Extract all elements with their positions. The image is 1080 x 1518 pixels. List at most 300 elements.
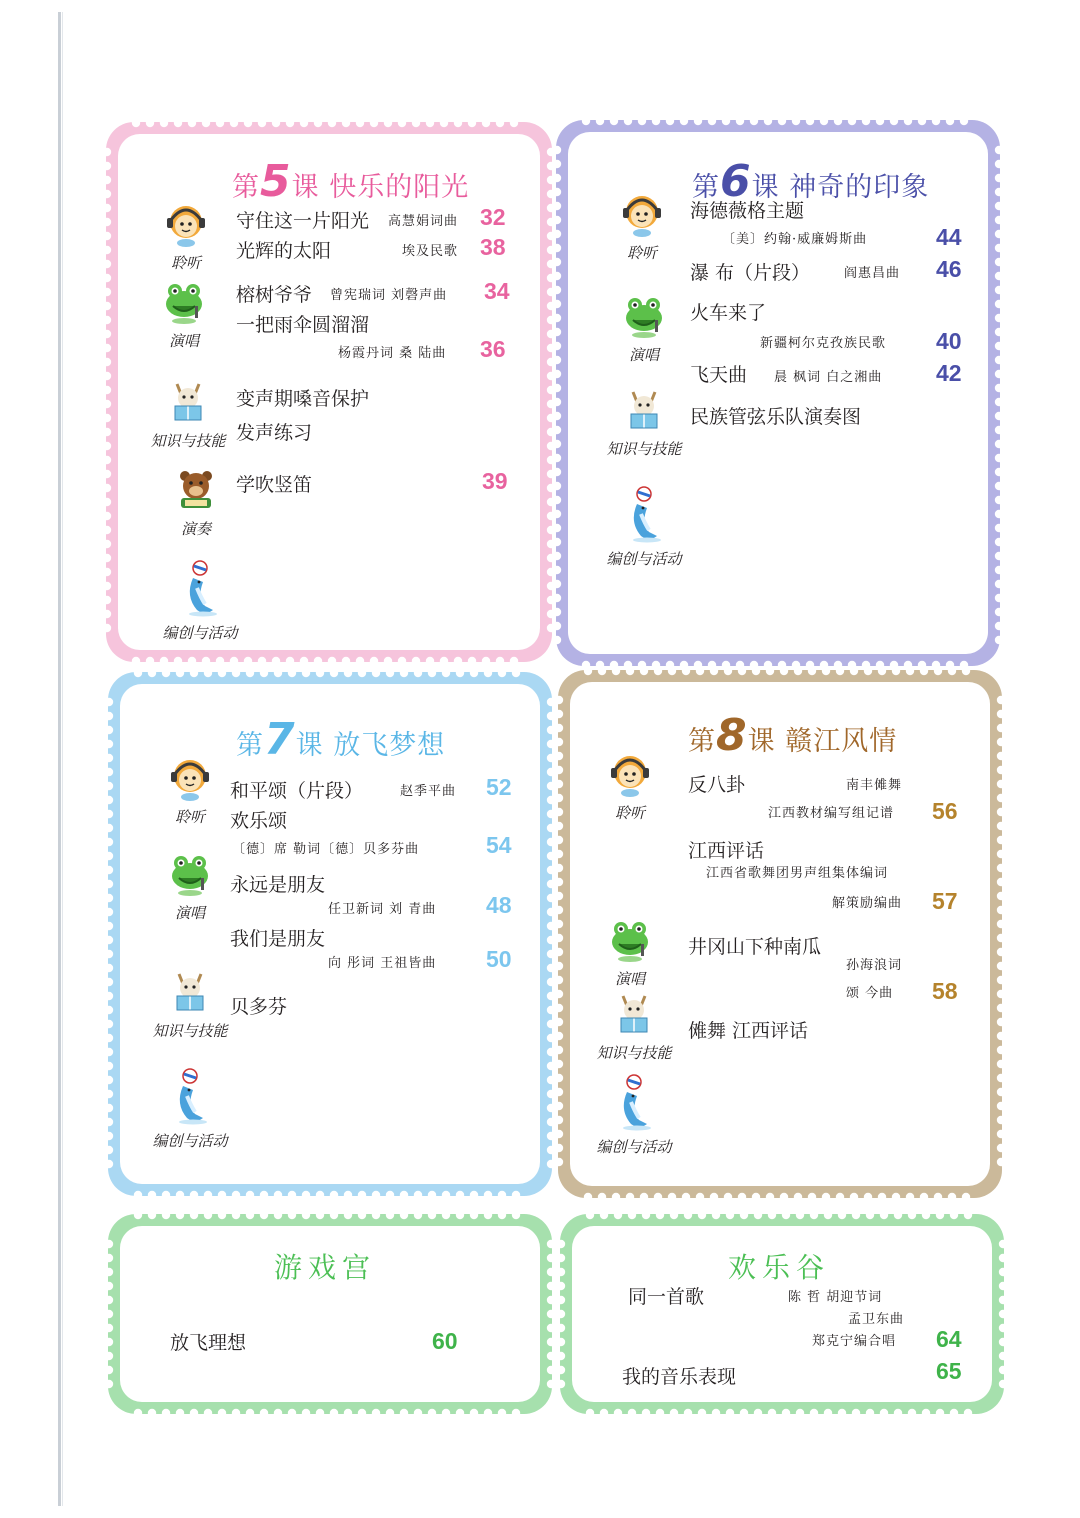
- stamp-perforation: [766, 1193, 774, 1198]
- joy-item-title[interactable]: 同一首歌: [628, 1286, 705, 1308]
- stamp-perforation: [558, 906, 563, 914]
- monkey-headphones-icon: [165, 752, 215, 802]
- stamp-perforation: [162, 672, 170, 677]
- stamp-perforation: [108, 1160, 113, 1168]
- stamp-perforation: [614, 1409, 622, 1414]
- joy-item-credit-2: 孟卫东曲: [848, 1312, 905, 1327]
- stamp-perforation: [547, 992, 552, 1000]
- stamp-perforation: [600, 1409, 608, 1414]
- stamp-perforation: [995, 622, 1000, 630]
- lesson7-item-title[interactable]: 永远是朋友: [230, 874, 326, 896]
- stamp-perforation: [106, 316, 111, 324]
- stamp-perforation: [878, 1193, 886, 1198]
- lesson6-item-page[interactable]: 40: [936, 328, 962, 354]
- stamp-perforation: [598, 1193, 606, 1198]
- lesson5-title: [232, 156, 469, 207]
- lesson8-item-page[interactable]: 57: [932, 888, 958, 914]
- book-spine-edge: [62, 12, 63, 1506]
- stamp-perforation: [202, 657, 210, 662]
- stamp-perforation: [880, 1409, 888, 1414]
- joy-item-credit: 陈 哲 胡迎节词: [788, 1290, 883, 1305]
- stamp-perforation: [560, 1338, 565, 1346]
- stamp-perforation: [558, 920, 563, 928]
- dolphin-ball-icon: [609, 1072, 659, 1132]
- stamp-perforation: [386, 1191, 394, 1196]
- stamp-perforation: [106, 204, 111, 212]
- category-label: 聆听: [170, 254, 201, 272]
- stamp-perforation: [848, 661, 856, 666]
- lesson7-item-page[interactable]: 50: [486, 946, 512, 972]
- stamp-perforation: [556, 524, 561, 532]
- stamp-perforation: [106, 246, 111, 254]
- category-label: 编创与活动: [596, 1138, 672, 1156]
- stamp-perforation: [512, 1191, 520, 1196]
- stamp-perforation: [202, 122, 210, 127]
- stamp-perforation: [946, 661, 954, 666]
- stamp-perforation: [547, 1240, 552, 1248]
- lesson5-item-title[interactable]: 光辉的太阳: [236, 240, 332, 262]
- lesson6-item-title[interactable]: 飞天曲: [690, 364, 748, 386]
- stamp-perforation: [782, 1409, 790, 1414]
- stamp-perforation: [108, 1380, 113, 1388]
- stamp-perforation: [302, 1214, 310, 1219]
- stamp-perforation: [108, 1146, 113, 1154]
- joy-item-page[interactable]: 65: [936, 1358, 962, 1384]
- stamp-perforation: [834, 661, 842, 666]
- stamp-perforation: [547, 1076, 552, 1084]
- stamp-perforation: [995, 230, 1000, 238]
- stamp-perforation: [547, 1132, 552, 1140]
- stamp-perforation: [768, 1214, 776, 1219]
- lesson6-item-title[interactable]: 火车来了: [690, 302, 767, 324]
- stamp-perforation: [230, 657, 238, 662]
- stamp-perforation: [862, 120, 870, 125]
- stamp-perforation: [997, 794, 1002, 802]
- stamp-perforation: [810, 1409, 818, 1414]
- lesson7-item-title[interactable]: 和平颂（片段）: [230, 780, 364, 802]
- stamp-perforation: [995, 314, 1000, 322]
- stamp-perforation: [995, 244, 1000, 252]
- stamp-perforation: [736, 661, 744, 666]
- goat-reading-icon: [609, 988, 659, 1038]
- stamp-perforation: [922, 1409, 930, 1414]
- lesson6-item-page[interactable]: 42: [936, 360, 962, 386]
- lesson8-listen-category: [582, 748, 678, 823]
- stamp-perforation: [999, 1324, 1004, 1332]
- stamp-perforation: [547, 698, 552, 706]
- stamp-perforation: [586, 1409, 594, 1414]
- lesson6-create-category: [596, 484, 692, 569]
- lesson5-item-page[interactable]: 34: [484, 278, 510, 304]
- stamp-perforation: [995, 608, 1000, 616]
- lesson8-item-credit-2: 颂 今曲: [846, 986, 894, 1001]
- stamp-perforation: [512, 1409, 520, 1414]
- lesson8-item-credit: 孙海浪词: [846, 958, 903, 973]
- stamp-perforation: [547, 288, 552, 296]
- stamp-perforation: [190, 1191, 198, 1196]
- lesson5-item-title[interactable]: 守住这一片阳光: [236, 210, 370, 232]
- lesson6-number: 6: [720, 156, 752, 207]
- stamp-perforation: [586, 1214, 594, 1219]
- stamp-perforation: [106, 428, 111, 436]
- stamp-perforation: [108, 1076, 113, 1084]
- stamp-perforation: [547, 838, 552, 846]
- stamp-perforation: [442, 1214, 450, 1219]
- stamp-perforation: [188, 122, 196, 127]
- stamp-perforation: [316, 1409, 324, 1414]
- lesson8-card: [558, 670, 1002, 1198]
- lesson7-item-page[interactable]: 48: [486, 892, 512, 918]
- stamp-perforation: [302, 1191, 310, 1196]
- stamp-perforation: [995, 216, 1000, 224]
- stamp-perforation: [108, 1020, 113, 1028]
- stamp-perforation: [547, 922, 552, 930]
- stamp-perforation: [288, 1214, 296, 1219]
- stamp-perforation: [558, 948, 563, 956]
- lesson6-item-title[interactable]: 民族管弦乐队演奏图: [690, 406, 862, 428]
- stamp-perforation: [108, 992, 113, 1000]
- stamp-perforation: [547, 1310, 552, 1318]
- stamp-perforation: [370, 657, 378, 662]
- stamp-perforation: [496, 122, 504, 127]
- frog-singer-icon: [619, 290, 669, 340]
- stamp-perforation: [864, 1193, 872, 1198]
- stamp-perforation: [960, 661, 968, 666]
- stamp-perforation: [558, 822, 563, 830]
- goat-reading-icon: [163, 376, 213, 426]
- stamp-perforation: [510, 122, 518, 127]
- frog-singer-icon: [159, 276, 209, 326]
- stamp-perforation: [314, 657, 322, 662]
- category-label: 聆听: [614, 804, 645, 822]
- stamp-perforation: [440, 657, 448, 662]
- stamp-perforation: [456, 672, 464, 677]
- dolphin-ball-icon: [175, 558, 225, 618]
- stamp-perforation: [174, 657, 182, 662]
- joy-item-title[interactable]: 我的音乐表现: [622, 1366, 737, 1388]
- lesson7-item-page[interactable]: 54: [486, 832, 512, 858]
- stamp-perforation: [752, 1193, 760, 1198]
- stamp-perforation: [547, 302, 552, 310]
- stamp-perforation: [106, 358, 111, 366]
- stamp-perforation: [560, 1380, 565, 1388]
- stamp-perforation: [866, 1214, 874, 1219]
- stamp-perforation: [146, 657, 154, 662]
- stamp-perforation: [108, 922, 113, 930]
- stamp-perforation: [356, 657, 364, 662]
- stamp-perforation: [808, 1193, 816, 1198]
- stamp-perforation: [778, 120, 786, 125]
- stamp-perforation: [722, 120, 730, 125]
- stamp-perforation: [547, 344, 552, 352]
- stamp-perforation: [908, 1214, 916, 1219]
- stamp-perforation: [558, 1032, 563, 1040]
- stamp-perforation: [848, 120, 856, 125]
- stamp-perforation: [652, 661, 660, 666]
- lesson6-card: [556, 120, 1000, 666]
- stamp-perforation: [560, 1366, 565, 1374]
- lesson5-item-page[interactable]: 39: [482, 468, 508, 494]
- stamp-perforation: [204, 672, 212, 677]
- lesson6-item-page[interactable]: 46: [936, 256, 962, 282]
- stamp-perforation: [288, 672, 296, 677]
- monkey-headphones-icon: [617, 188, 667, 238]
- lesson7-item-title[interactable]: 欢乐颂: [230, 810, 288, 832]
- stamp-perforation: [878, 670, 886, 675]
- stamp-perforation: [558, 962, 563, 970]
- stamp-perforation: [558, 892, 563, 900]
- stamp-perforation: [708, 120, 716, 125]
- stamp-perforation: [754, 1409, 762, 1414]
- stamp-perforation: [108, 852, 113, 860]
- stamp-perforation: [547, 936, 552, 944]
- stamp-perforation: [547, 274, 552, 282]
- stamp-perforation: [498, 672, 506, 677]
- stamp-perforation: [547, 176, 552, 184]
- stamp-perforation: [106, 624, 111, 632]
- stamp-perforation: [108, 1048, 113, 1056]
- stamp-perforation: [482, 657, 490, 662]
- lesson7-item-credit: 向 彤词 王祖皆曲: [328, 956, 437, 971]
- lesson5-item-title[interactable]: 变声期嗓音保护: [236, 388, 370, 410]
- frog-singer-icon: [605, 914, 655, 964]
- stamp-perforation: [547, 1034, 552, 1042]
- stamp-perforation: [106, 190, 111, 198]
- stamp-perforation: [547, 218, 552, 226]
- stamp-perforation: [995, 160, 1000, 168]
- stamp-perforation: [556, 608, 561, 616]
- lesson5-item-title[interactable]: 榕树爷爷: [236, 284, 313, 306]
- stamp-perforation: [547, 768, 552, 776]
- lesson6-item-title[interactable]: 海德薇格主题: [690, 200, 805, 222]
- lesson5-item-title[interactable]: 一把雨伞圆溜溜: [236, 314, 370, 336]
- stamp-perforation: [274, 1409, 282, 1414]
- stamp-perforation: [890, 661, 898, 666]
- stamp-perforation: [556, 538, 561, 546]
- stamp-perforation: [556, 412, 561, 420]
- stamp-perforation: [358, 1409, 366, 1414]
- stamp-perforation: [596, 120, 604, 125]
- goat-reading-icon: [165, 966, 215, 1016]
- game-item-page[interactable]: 60: [432, 1328, 458, 1354]
- stamp-perforation: [668, 1193, 676, 1198]
- stamp-perforation: [547, 512, 552, 520]
- stamp-perforation: [962, 670, 970, 675]
- stamp-perforation: [680, 661, 688, 666]
- stamp-perforation: [995, 146, 1000, 154]
- stamp-perforation: [510, 657, 518, 662]
- stamp-perforation: [108, 1268, 113, 1276]
- joy-item-page[interactable]: 64: [936, 1326, 962, 1352]
- lesson6-item-credit: 新疆柯尔克孜族民歌: [760, 336, 887, 351]
- stamp-perforation: [918, 120, 926, 125]
- stamp-perforation: [838, 1214, 846, 1219]
- stamp-perforation: [556, 328, 561, 336]
- stamp-perforation: [997, 1158, 1002, 1166]
- stamp-perforation: [918, 661, 926, 666]
- stamp-perforation: [558, 1046, 563, 1054]
- stamp-perforation: [556, 468, 561, 476]
- stamp-perforation: [892, 1193, 900, 1198]
- lesson7-item-title[interactable]: 我们是朋友: [230, 928, 326, 950]
- lesson6-item-credit: 〔美〕约翰·威廉姆斯曲: [722, 232, 868, 247]
- stamp-perforation: [547, 386, 552, 394]
- book-spine: [58, 12, 61, 1506]
- lesson5-item-title[interactable]: 学吹竖笛: [236, 474, 313, 496]
- stamp-perforation: [964, 1214, 972, 1219]
- stamp-perforation: [547, 712, 552, 720]
- lesson7-title: [236, 714, 445, 765]
- stamp-perforation: [768, 1409, 776, 1414]
- lesson5-item-title[interactable]: 发声练习: [236, 422, 313, 444]
- stamp-perforation: [148, 672, 156, 677]
- lesson7-item-credit: 任卫新词 刘 青曲: [328, 902, 437, 917]
- lesson7-create-category: [142, 1066, 238, 1151]
- stamp-perforation: [710, 1193, 718, 1198]
- stamp-perforation: [556, 188, 561, 196]
- lesson6-item-page[interactable]: 44: [936, 224, 962, 250]
- stamp-perforation: [950, 1409, 958, 1414]
- stamp-perforation: [904, 661, 912, 666]
- stamp-perforation: [642, 1214, 650, 1219]
- stamp-perforation: [997, 1144, 1002, 1152]
- lesson7-item-title[interactable]: 贝多芬: [230, 996, 288, 1018]
- stamp-perforation: [852, 1409, 860, 1414]
- stamp-perforation: [560, 1296, 565, 1304]
- stamp-perforation: [330, 672, 338, 677]
- stamp-perforation: [556, 174, 561, 182]
- stamp-perforation: [995, 174, 1000, 182]
- stamp-perforation: [556, 272, 561, 280]
- stamp-perforation: [547, 204, 552, 212]
- lesson8-item-title[interactable]: 井冈山下种南瓜: [688, 936, 822, 958]
- stamp-perforation: [106, 498, 111, 506]
- stamp-perforation: [547, 1296, 552, 1304]
- stamp-perforation: [108, 1118, 113, 1126]
- stamp-perforation: [286, 657, 294, 662]
- stamp-perforation: [512, 672, 520, 677]
- stamp-perforation: [547, 978, 552, 986]
- stamp-perforation: [400, 672, 408, 677]
- stamp-perforation: [330, 1409, 338, 1414]
- stamp-perforation: [132, 657, 140, 662]
- stamp-perforation: [547, 624, 552, 632]
- stamp-perforation: [288, 1409, 296, 1414]
- stamp-perforation: [106, 400, 111, 408]
- stamp-perforation: [314, 122, 322, 127]
- stamp-perforation: [106, 610, 111, 618]
- lesson6-item-title[interactable]: 瀑 布（片段）: [690, 262, 811, 284]
- stamp-perforation: [512, 1214, 520, 1219]
- stamp-perforation: [997, 1004, 1002, 1012]
- stamp-perforation: [288, 1191, 296, 1196]
- stamp-perforation: [260, 1214, 268, 1219]
- stamp-perforation: [547, 1006, 552, 1014]
- stamp-perforation: [638, 120, 646, 125]
- stamp-perforation: [162, 1214, 170, 1219]
- stamp-perforation: [997, 1046, 1002, 1054]
- stamp-perforation: [384, 122, 392, 127]
- stamp-perforation: [412, 657, 420, 662]
- stamp-perforation: [876, 120, 884, 125]
- stamp-perforation: [108, 754, 113, 762]
- stamp-perforation: [398, 657, 406, 662]
- stamp-perforation: [547, 582, 552, 590]
- lesson5-item-page[interactable]: 32: [480, 204, 506, 230]
- stamp-perforation: [708, 661, 716, 666]
- game-item-title[interactable]: 放飞理想: [170, 1332, 247, 1354]
- stamp-perforation: [780, 1193, 788, 1198]
- stamp-perforation: [188, 657, 196, 662]
- stamp-perforation: [372, 1214, 380, 1219]
- stamp-perforation: [997, 906, 1002, 914]
- lesson5-card-inner: [118, 134, 540, 650]
- lesson5-item-page[interactable]: 36: [480, 336, 506, 362]
- stamp-perforation: [558, 1018, 563, 1026]
- stamp-perforation: [108, 950, 113, 958]
- stamp-perforation: [106, 148, 111, 156]
- lesson8-item-title[interactable]: 傩舞 江西评话: [688, 1020, 809, 1042]
- stamp-perforation: [398, 122, 406, 127]
- stamp-perforation: [426, 122, 434, 127]
- stamp-perforation: [584, 1193, 592, 1198]
- stamp-perforation: [560, 1268, 565, 1276]
- stamp-perforation: [106, 372, 111, 380]
- stamp-perforation: [162, 1191, 170, 1196]
- stamp-perforation: [995, 188, 1000, 196]
- stamp-perforation: [556, 440, 561, 448]
- stamp-perforation: [358, 1214, 366, 1219]
- lesson8-number: 8: [716, 710, 748, 761]
- stamp-perforation: [316, 1191, 324, 1196]
- stamp-perforation: [400, 1409, 408, 1414]
- stamp-perforation: [232, 1191, 240, 1196]
- lesson7-card-inner: [120, 684, 540, 1184]
- stamp-perforation: [932, 120, 940, 125]
- stamp-perforation: [995, 328, 1000, 336]
- stamp-perforation: [698, 1214, 706, 1219]
- stamp-perforation: [260, 1409, 268, 1414]
- stamp-perforation: [106, 274, 111, 282]
- stamp-perforation: [560, 1324, 565, 1332]
- lesson5-number: 5: [260, 156, 292, 207]
- lesson8-item-title[interactable]: 反八卦: [688, 774, 746, 796]
- stamp-perforation: [547, 782, 552, 790]
- stamp-perforation: [108, 1282, 113, 1290]
- stamp-perforation: [547, 1020, 552, 1028]
- lesson7-item-page[interactable]: 52: [486, 774, 512, 800]
- lesson8-item-page[interactable]: 58: [932, 978, 958, 1004]
- stamp-perforation: [246, 1409, 254, 1414]
- lesson8-item-page[interactable]: 56: [932, 798, 958, 824]
- lesson5-item-page[interactable]: 38: [480, 234, 506, 260]
- stamp-perforation: [556, 216, 561, 224]
- stamp-perforation: [428, 1409, 436, 1414]
- stamp-perforation: [556, 482, 561, 490]
- lesson8-card-inner: [570, 682, 990, 1186]
- stamp-perforation: [876, 661, 884, 666]
- stamp-perforation: [794, 670, 802, 675]
- stamp-perforation: [547, 484, 552, 492]
- stamp-perforation: [556, 398, 561, 406]
- stamp-perforation: [547, 964, 552, 972]
- stamp-perforation: [108, 894, 113, 902]
- stamp-perforation: [997, 962, 1002, 970]
- stamp-perforation: [204, 1191, 212, 1196]
- lesson8-item-title[interactable]: 江西评话: [688, 840, 765, 862]
- stamp-perforation: [696, 670, 704, 675]
- stamp-perforation: [342, 657, 350, 662]
